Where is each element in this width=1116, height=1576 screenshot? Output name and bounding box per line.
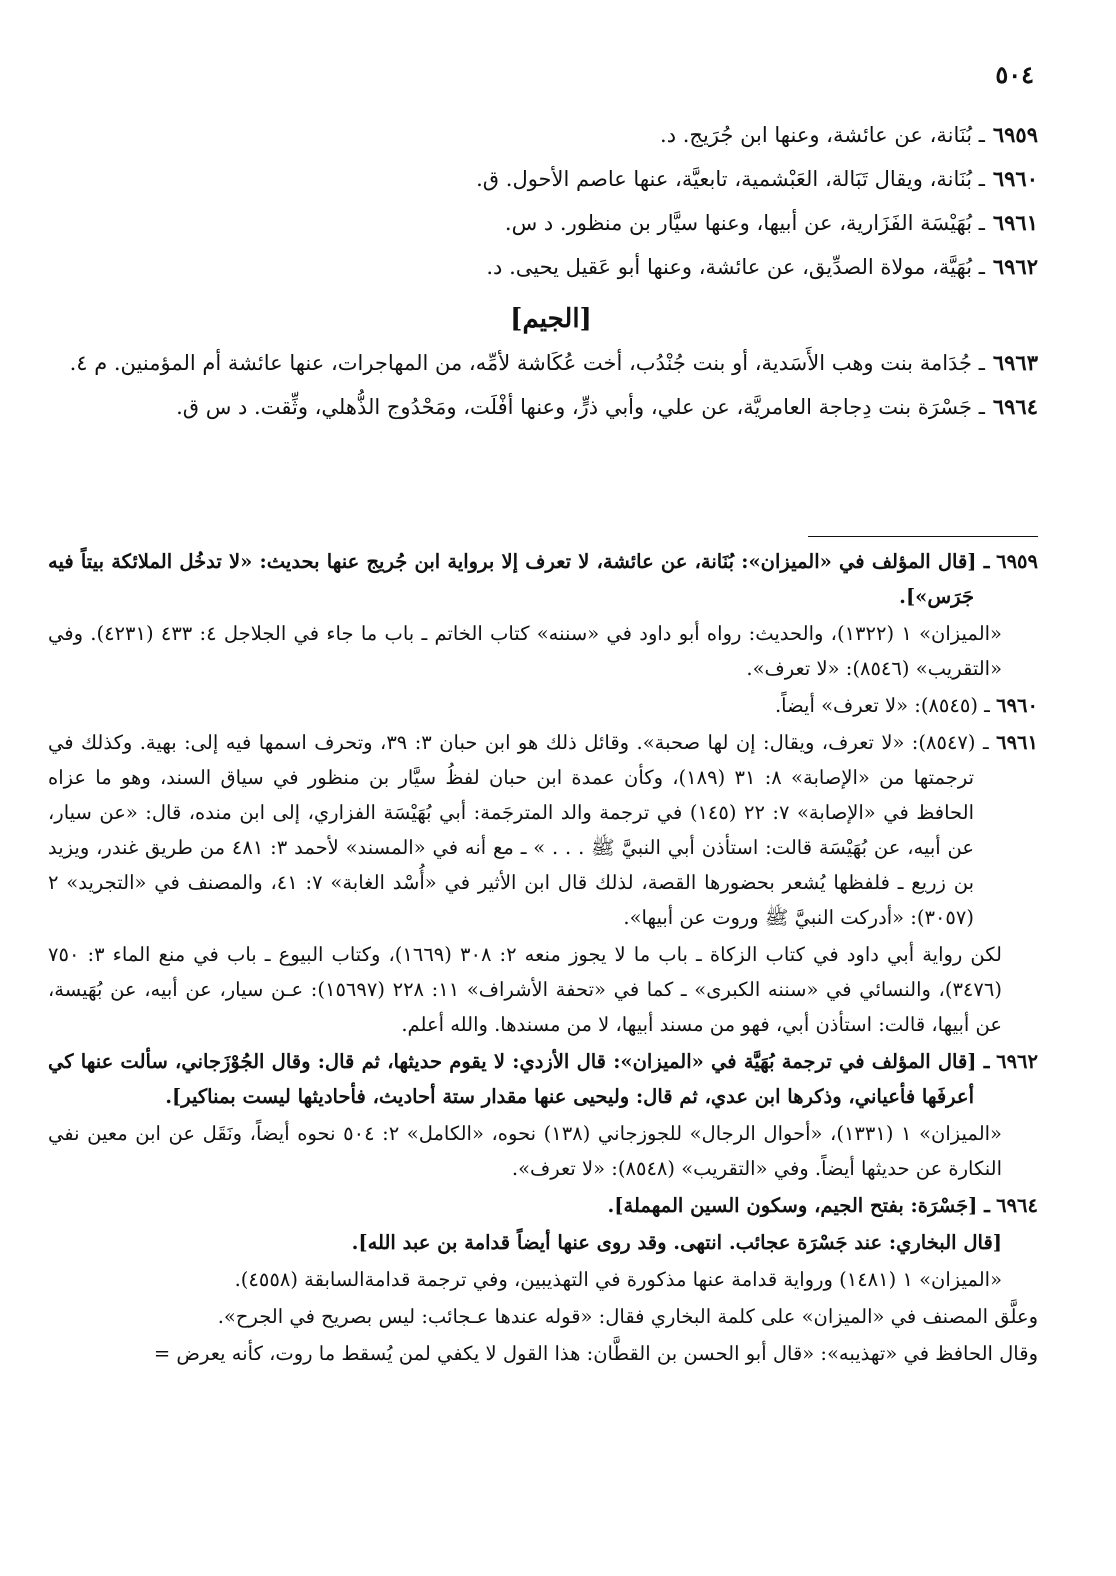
note-6962-body: «الميزان» ١ (١٣٣١)، «أحوال الرجال» للجوزجاني (١٣٨) نحوه، «الكامل» ٢: ٥٠٤ نحوه أيضاً، ونَقَل عن ابن معين نفي النكارة عن حديثها أيضاً. وفي «التقريب» (٨٥٤٨): «لا تعرف». bbox=[48, 1122, 1002, 1180]
entry-6959 bbox=[64, 116, 1038, 154]
note-number: ٦٩٦٤ bbox=[996, 1194, 1038, 1217]
note-6959-body: «الميزان» ١ (١٣٢٢)، والحديث: رواه أبو داود في «سننه» كتاب الخاتم ـ باب ما جاء في الجلاجل ٤: ٤٣٣ (٤٢٣١). وفي «التقريب» (٨٥٤٦): «لا تعرف». bbox=[48, 622, 1002, 680]
footnote-divider bbox=[808, 536, 1038, 537]
note-quote: ـ [جَسْرَة: بفتح الجيم، وسكون السين المهملة]. bbox=[607, 1194, 990, 1217]
entry-text: ـ بُهَيْسَة الفَزَارية، عن أبيها، وعنها سيَّار بن منظور. د س. bbox=[504, 211, 985, 235]
entry-number: ٦٩٦٢ bbox=[992, 254, 1038, 279]
note-quote: ـ [قال المؤلف في «الميزان»: بُنَانة، عن عائشة، لا تعرف إلا برواية ابن جُريج عنها بحديث: «لا تدخُل الملائكة بيتاً فيه جَرَس»]. bbox=[48, 550, 990, 608]
entry-6963 bbox=[64, 344, 1038, 382]
note-number: ٦٩٦٢ bbox=[996, 1050, 1038, 1073]
note-6962 bbox=[48, 1044, 1038, 1114]
section-heading: [الجيم] bbox=[510, 304, 592, 334]
entry-6961 bbox=[64, 204, 1038, 242]
page-number: ٥٠٤ bbox=[995, 60, 1034, 89]
note-6961-cont: لكن رواية أبي داود في كتاب الزكاة ـ باب ما لا يجوز منعه ٢: ٣٠٨ (١٦٦٩)، وكتاب البيوع ـ باب في منع الماء ٣: ٧٥٠ (٣٤٧٦)، والنسائي في «سننه الكبرى» ـ كما في «تحفة الأشراف» ١١: ٢٢٨ (١٥٦٩٧): عـن سيار، عن أبيه، عن بُهَيسة، عن أبيها، قالت: استأذن أبي، فهو من مسند أبيها، لا من مسندها. والله أعلم. bbox=[48, 943, 1002, 1036]
note-text: ـ (٨٥٤٥): «لا تعرف» أيضاً. bbox=[774, 694, 990, 717]
entry-number: ٦٩٦٣ bbox=[992, 350, 1038, 375]
entry-number: ٦٩٦١ bbox=[992, 210, 1038, 235]
note-quote: ـ [قال المؤلف في ترجمة بُهَيَّة في «الميزان»: قال الأزدي: لا يقوم حديثها، ثم قال: وقال الجُوْزَجاني، سألت عنها كي أعرفَها فأعياني، وذكرها ابن عدي، ثم قال: وليحيى عنها مقدار ستة أحاديث، فأحاديثها ليست بمناكير]. bbox=[48, 1050, 990, 1108]
note-6960 bbox=[48, 688, 1038, 723]
note-6964-cont: وعلَّق المصنف في «الميزان» على كلمة البخاري فقال: «قوله عندها عـجائب: ليس بصريح في الجرح». bbox=[217, 1305, 1038, 1328]
note-number: ٦٩٦٠ bbox=[996, 694, 1038, 717]
entry-6960 bbox=[64, 160, 1038, 198]
entry-number: ٦٩٦٠ bbox=[992, 166, 1038, 191]
footnotes bbox=[48, 544, 1038, 1373]
main-text bbox=[64, 116, 1038, 432]
note-quote: [قال البخاري: عند جَسْرَة عجائب. انتهى. وقد روى عنها أيضاً قدامة بن عبد الله]. bbox=[351, 1231, 1002, 1254]
note-text: ـ (٨٥٤٧): «لا تعرف، ويقال: إن لها صحبة». وقائل ذلك هو ابن حبان ٣: ٣٩، وتحرف اسمها فيه إلى: بهية. وكذلك في ترجمتها من «الإصابة» ٨: ٣١ (١٨٩)، وكأن عمدة ابن حبان لفظُ سيَّار بن منظور في سياق السند، وهو ما عزاه الحافظ في «الإصابة» ٧: ٢٢ (١٤٥) في ترجمة والد المترجَمة: أبي بُهَيْسَة الفزاري، إلى ابن منده، قال: «عن سيار، عن أبيه، عن بُهَيْسَة قالت: استأذن أبي النبيَّ ﷺ . . . » ـ مع أنه في «المسند» لأحمد ٣: ٤٨١ من طريق غندر، ويزيد بن زريع ـ فلفظها يُشعر بحضورها القصة، لذلك قال ابن الأثير في «أُسْد الغابة» ٧: ٤١، والمصنف في «التجريد» ٢ (٣٠٥٧): «أدركت النبيَّ ﷺ وروت عن أبيها». bbox=[48, 731, 989, 929]
entry-6964 bbox=[64, 388, 1038, 426]
note-6959 bbox=[48, 544, 1038, 614]
note-6964-quote2 bbox=[48, 1225, 1038, 1260]
entry-text: ـ بُهَيَّة، مولاة الصدِّيق، عن عائشة، وعنها أبو عَقيل يحيى. د. bbox=[486, 255, 985, 279]
note-6964-cont2: وقال الحافظ في «تهذيبه»: «قال أبو الحسن بن القطَّان: هذا القول لا يكفي لمن يُسقط ما روت، كأنه يعرض = bbox=[153, 1342, 1038, 1365]
note-6964-body: «الميزان» ١ (١٤٨١) ورواية قدامة عنها مذكورة في التهذيبين، وفي ترجمة قدامةالسابقة (٤٥٥٨). bbox=[234, 1268, 1002, 1291]
note-number: ٦٩٥٩ bbox=[996, 550, 1038, 573]
note-6964 bbox=[48, 1188, 1038, 1223]
note-6961 bbox=[48, 725, 1038, 935]
note-number: ٦٩٦١ bbox=[996, 731, 1038, 754]
entry-6962 bbox=[64, 248, 1038, 286]
entry-number: ٦٩٥٩ bbox=[992, 122, 1038, 147]
entry-text: ـ بُنَانة، عن عائشة، وعنها ابن جُرَيج. د. bbox=[660, 123, 985, 147]
entry-text: ـ جُدَامة بنت وهب الأَسَدية، أو بنت جُنْدُب، أخت عُكَاشة لأمِّه، من المهاجرات، عنها عائشة أم المؤمنين. م ٤. bbox=[69, 351, 985, 375]
entry-number: ٦٩٦٤ bbox=[992, 394, 1038, 419]
entry-text: ـ جَسْرَة بنت دِجاجة العامريَّة، عن علي، وأبي ذرٍّ، وعنها أفْلَت، ومَحْدُوج الذُّهلي، وثِّقت. د س ق. bbox=[176, 395, 985, 419]
entry-text: ـ بُنَانة، ويقال تَبَالة، العَبْشمية، تابعيَّة، عنها عاصم الأحول. ق. bbox=[476, 167, 985, 191]
